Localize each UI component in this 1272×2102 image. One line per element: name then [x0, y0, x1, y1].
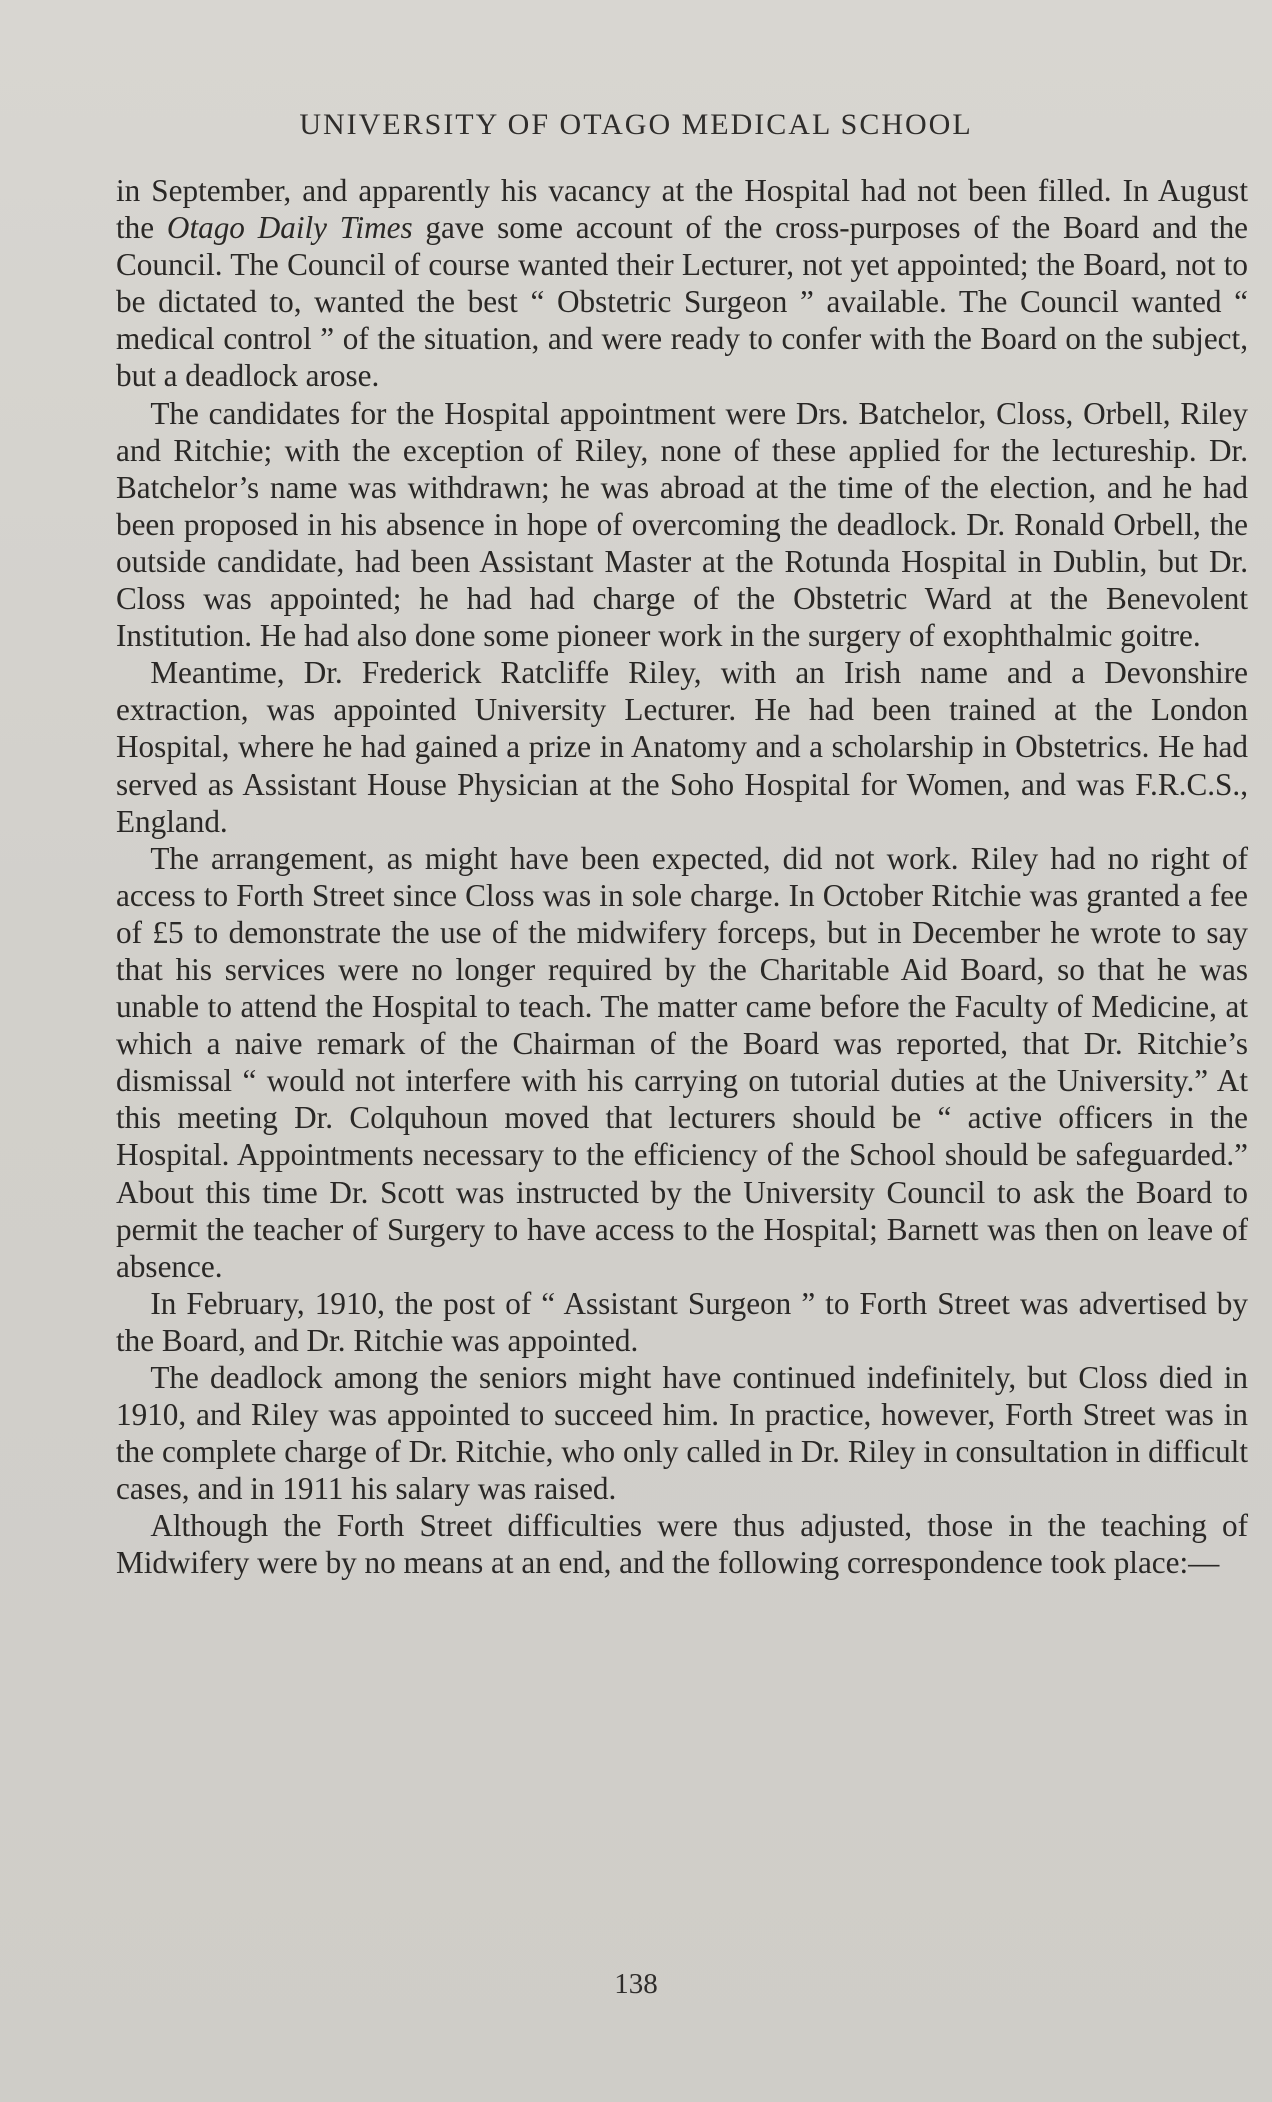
paragraph-6: The deadlock among the seniors might have continued indefinitely, but Closs died in 1910, and Riley was appointed to succeed him. In practice, however, Forth Street was in the complete charge of Dr. Ritchie, who only called in Dr. Riley in consultation in difficult cases, and in 1911 his salary was raised.: [116, 1360, 1248, 1507]
paragraph-1-part1: in September, and apparently his vacancy at the Hospital had not been filled. In August the: [116, 173, 1248, 246]
paragraph-2: The candidates for the Hospital appointment were Drs. Batchelor, Closs, Orbell, Riley and Ritchie; with the exception of Riley, none of these applied for the lectureship. Dr. Batchelor’s name was withdrawn; he was abroad at the time of the election, and he had been proposed in his absence in hope of overcoming the deadlock. Dr. Ronald Orbell, the outside candidate, had been Assistant Master at the Rotunda Hospital in Dublin, but Dr. Closs was appointed; he had had charge of the Obstetric Ward at the Benevolent Institution. He had also done some pioneer work in the surgery of exophthalmic goitre.: [116, 395, 1248, 654]
body-text: [116, 172, 1248, 1582]
paragraph-4: The arrangement, as might have been expected, did not work. Riley had no right of access to Forth Street since Closs was in sole charge. In October Ritchie was granted a fee of £5 to demonstrate the use of the midwifery forceps, but in December he wrote to say that his services were no longer required by the Charitable Aid Board, so that he was unable to attend the Hospital to teach. The matter came before the Faculty of Medicine, at which a naive remark of the Chairman of the Board was reported, that Dr. Ritchie’s dismissal “ would not interfere with his carrying on tutorial duties at the University.” At this meeting Dr. Colquhoun moved that lecturers should be “ active officers in the Hospital. Appointments necessary to the efficiency of the School should be safeguarded.” About this time Dr. Scott was instructed by the University Council to ask the Board to permit the teacher of Surgery to have access to the Hospital; Barnett was then on leave of absence.: [116, 840, 1248, 1284]
paragraph-7: Although the Forth Street difficulties were thus adjusted, those in the teaching of Midwifery were by no means at an end, and the following correspondence took place:—: [116, 1508, 1248, 1581]
paragraph-1: [116, 172, 1248, 395]
paragraph-1-part2: gave some account of the cross-purposes of the Board and the Council. The Council of course wanted their Lecturer, not yet appointed; the Board, not to be dictated to, wanted the best “ Obstetric Surgeon ” available. The Council wanted “ medical control ” of the situation, and were ready to confer with the Board on the subject, but a deadlock arose.: [116, 210, 1249, 394]
paragraph-5: In February, 1910, the post of “ Assistant Surgeon ” to Forth Street was advertised by the Board, and Dr. Ritchie was appointed.: [116, 1285, 1248, 1358]
paragraph-3: Meantime, Dr. Frederick Ratcliffe Riley, with an Irish name and a Devonshire extraction, was appointed University Lecturer. He had been trained at the London Hospital, where he had gained a prize in Anatomy and a scholarship in Obstetrics. He had served as Assistant House Physician at the Soho Hospital for Women, and was F.R.C.S., England.: [116, 655, 1248, 839]
running-head: UNIVERSITY OF OTAGO MEDICAL SCHOOL: [299, 108, 973, 141]
newspaper-title: Otago Daily Times: [166, 210, 413, 246]
page-number: 138: [614, 1968, 658, 2000]
